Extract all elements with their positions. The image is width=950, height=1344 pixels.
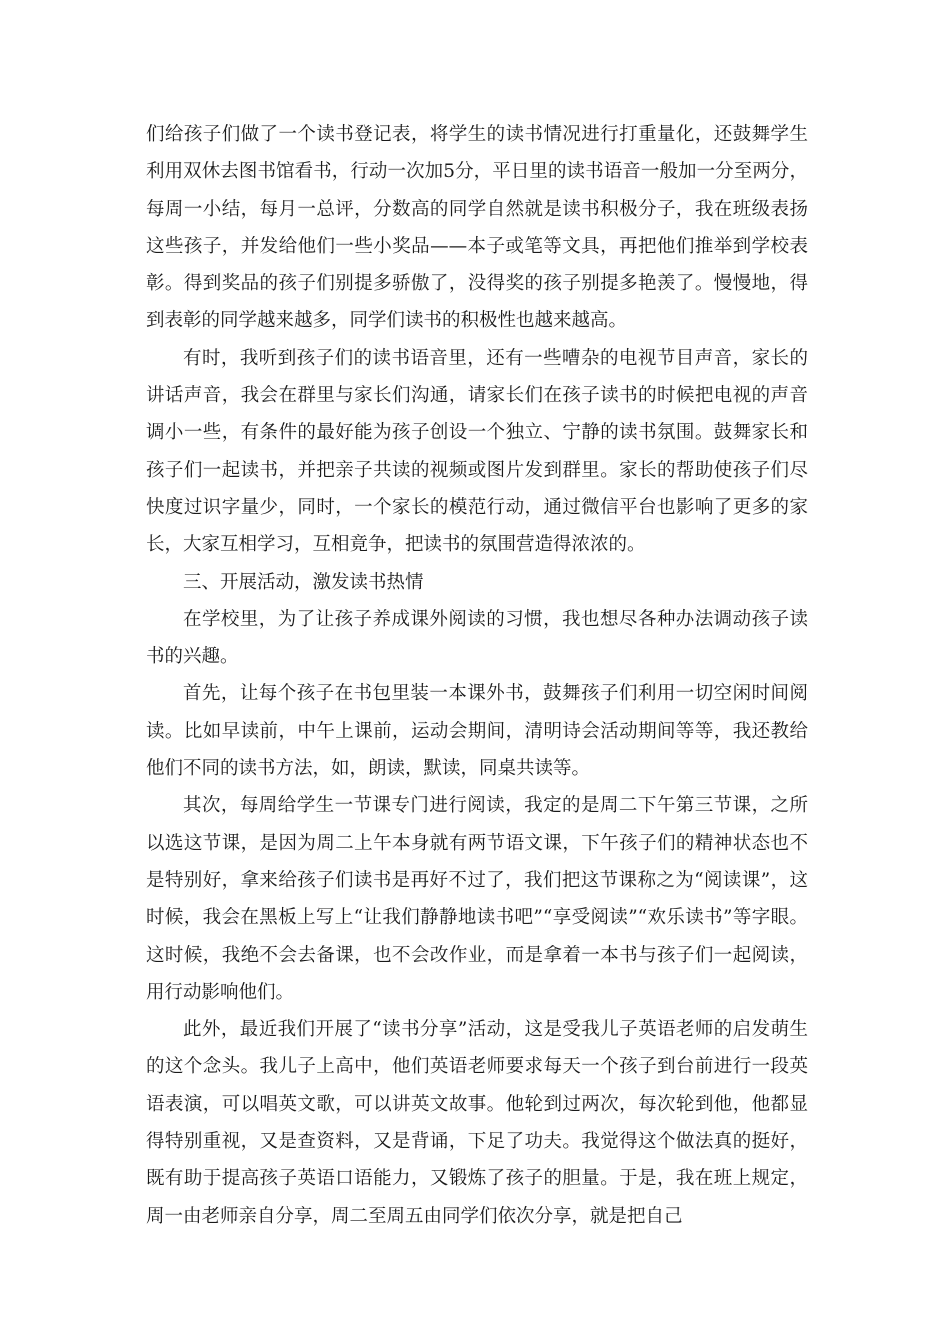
paragraph-school-reading: 在学校里，为了让孩子养成课外阅读的习惯，我也想尽各种办法调动孩子读书的兴趣。 — [146, 608, 808, 668]
paragraph-reading-sharing: 此外，最近我们开展了“读书分享”活动，这是受我儿子英语老师的启发萌生的这个念头。我儿子上高中，他们英语老师要求每天一个孩子到台前进行一段英语表演，可以唱英文歌，可以讲英文故事。他轮到过两次，每次轮到他，他都显得特别重视，又是查资料，又是背诵，下足了功夫。我觉得这个做法真的挺好，既有助于提高孩子英语口语能力，又锻炼了孩子的胆量。于是，我在班上规定，周一由老师亲自分享，周二至周五由同学们依次分享，就是把自己 — [146, 1019, 808, 1227]
document-body — [146, 116, 808, 1235]
paragraph-first-method: 首先，让每个孩子在书包里装一本课外书，鼓舞孩子们利用一切空闲时间阅读。比如早读前，中午上课前，运动会期间，清明诗会活动期间等等，我还教给他们不同的读书方法，如，朗读，默读，同桌共读等。 — [146, 683, 808, 780]
paragraph-reading-log: 们给孩子们做了一个读书登记表，将学生的读书情况进行打重量化，还鼓舞学生利用双休去图书馆看书，行动一次加5分，平日里的读书语音一般加一分至两分，每周一小结，每月一总评，分数高的同学自然就是读书积极分子，我在班级表扬这些孩子，并发给他们一些小奖品——本子或笔等文具，再把他们推举到学校表彰。得到奖品的孩子们别提多骄傲了，没得奖的孩子别提多艳羡了。慢慢地，得到表彰的同学越来越多，同学们读书的积极性也越来越高。 — [146, 124, 808, 332]
paragraph-second-method: 其次，每周给学生一节课专门进行阅读，我定的是周二下午第三节课，之所以选这节课，是因为周二上午本身就有两节语文课，下午孩子们的精神状态也不是特别好，拿来给孩子们读书是再好不过了，我们把这节课称之为“阅读课”，这时候，我会在黑板上写上“让我们静静地读书吧”“享受阅读”“欢乐读书”等字眼。这时候，我绝不会去备课，也不会改作业，而是拿着一本书与孩子们一起阅读，用行动影响他们。 — [146, 795, 808, 1003]
paragraph-parent-communication: 有时，我听到孩子们的读书语音里，还有一些嘈杂的电视节目声音，家长的讲话声音，我会在群里与家长们沟通，请家长们在孩子读书的时候把电视的声音调小一些，有条件的最好能为孩子创设一个独立、宁静的读书氛围。鼓舞家长和孩子们一起读书，并把亲子共读的视频或图片发到群里。家长的帮助使孩子们尽快度过识字量少，同时，一个家长的模范行动，通过微信平台也影响了更多的家长，大家互相学习，互相竟争，把读书的氛围营造得浓浓的。 — [146, 347, 808, 556]
section-heading-activities: 三、开展活动，激发读书热情 — [183, 571, 424, 593]
